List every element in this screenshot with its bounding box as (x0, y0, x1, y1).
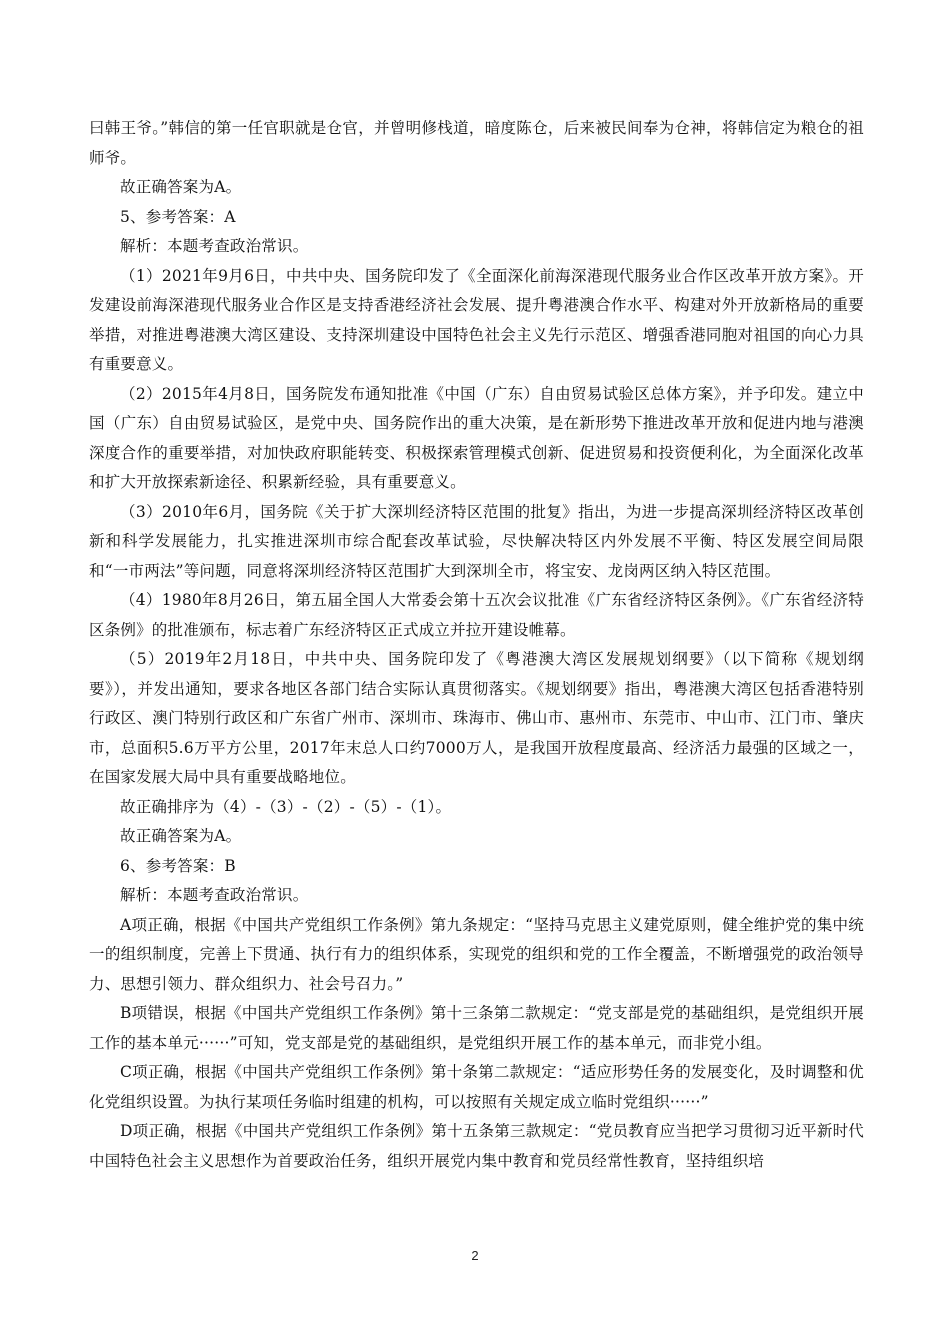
paragraph: D项正确，根据《中国共产党组织工作条例》第十五条第三款规定：“党员教育应当把学习贯彻习近平新时代中国特色社会主义思想作为首要政治任务，组织开展党内集中教育和党员经常性教育，坚持组织培 (89, 1122, 864, 1170)
paragraph: 故正确答案为A。 (120, 178, 242, 196)
paragraph: 曰韩王爷。”韩信的第一任官职就是仓官，并曾明修栈道，暗度陈仓，后来被民间奉为仓神，将韩信定为粮仓的祖师爷。 (89, 119, 864, 167)
paragraph: （5）2019年2月18日，中共中央、国务院印发了《粤港澳大湾区发展规划纲要》（以下简称《规划纲要》），并发出通知，要求各地区各部门结合实际认真贯彻落实。《规划纲要》指出，粤港澳大湾区包括香港特别行政区、澳门特别行政区和广东省广州市、深圳市、珠海市、佛山市、惠州市、东莞市、中山市、江门市、肇庆市，总面积5.6万平方公里，2017年末总人口约7000万人，是我国开放程度最高、经济活力最强的区域之一，在国家发展大局中具有重要战略地位。 (89, 650, 864, 786)
paragraph: 解析：本题考查政治常识。 (120, 237, 309, 255)
paragraph: 故正确答案为A。 (120, 827, 242, 845)
paragraph: （3）2010年6月，国务院《关于扩大深圳经济特区范围的批复》指出，为进一步提高深圳经济特区改革创新和科学发展能力，扎实推进深圳市综合配套改革试验，尽快解决特区内外发展不平衡、特区发展空间局限和“一市两法”等问题，同意将深圳经济特区范围扩大到深圳全市，将宝安、龙岗两区纳入特区范围。 (89, 502, 864, 580)
paragraph: 解析：本题考查政治常识。 (120, 886, 309, 904)
document-body (89, 114, 864, 1176)
paragraph: 故正确排序为（4）-（3）-（2）-（5）-（1）。 (120, 797, 452, 816)
paragraph: C项正确，根据《中国共产党组织工作条例》第十条第二款规定：“适应形势任务的发展变化，及时调整和优化党组织设置。为执行某项任务临时组建的机构，可以按照有关规定成立临时党组织······” (89, 1063, 864, 1111)
paragraph: （2）2015年4月8日，国务院发布通知批准《中国（广东）自由贸易试验区总体方案》，并予印发。建立中国（广东）自由贸易试验区，是党中央、国务院作出的重大决策，是在新形势下推进改革开放和促进内地与港澳深度合作的重要举措，对加快政府职能转变、积极探索管理模式创新、促进贸易和投资便利化，为全面深化改革和扩大开放探索新途径、积累新经验，具有重要意义。 (89, 384, 864, 491)
paragraph: 6、参考答案：B (120, 856, 236, 875)
paragraph: A项正确，根据《中国共产党组织工作条例》第九条规定：“坚持马克思主义建党原则，健全维护党的集中统一的组织制度，完善上下贯通、执行有力的组织体系，实现党的组织和党的工作全覆盖，不断增强党的政治领导力、思想引领力、群众组织力、社会号召力。” (89, 915, 864, 993)
paragraph: 5、参考答案：A (120, 207, 236, 226)
page-number: 2 (471, 1248, 479, 1263)
paragraph: B项错误，根据《中国共产党组织工作条例》第十三条第二款规定：“党支部是党的基础组织，是党组织开展工作的基本单元······”可知，党支部是党的基础组织，是党组织开展工作的基本单元，而非党小组。 (89, 1004, 864, 1052)
paragraph: （4）1980年8月26日，第五届全国人大常委会第十五次会议批准《广东省经济特区条例》。《广东省经济特区条例》的批准颁布，标志着广东经济特区正式成立并拉开建设帷幕。 (89, 591, 864, 639)
paragraph: （1）2021年9月6日，中共中央、国务院印发了《全面深化前海深港现代服务业合作区改革开放方案》。开发建设前海深港现代服务业合作区是支持香港经济社会发展、提升粤港澳合作水平、构建对外开放新格局的重要举措，对推进粤港澳大湾区建设、支持深圳建设中国特色社会主义先行示范区、增强香港同胞对祖国的向心力具有重要意义。 (89, 266, 864, 373)
